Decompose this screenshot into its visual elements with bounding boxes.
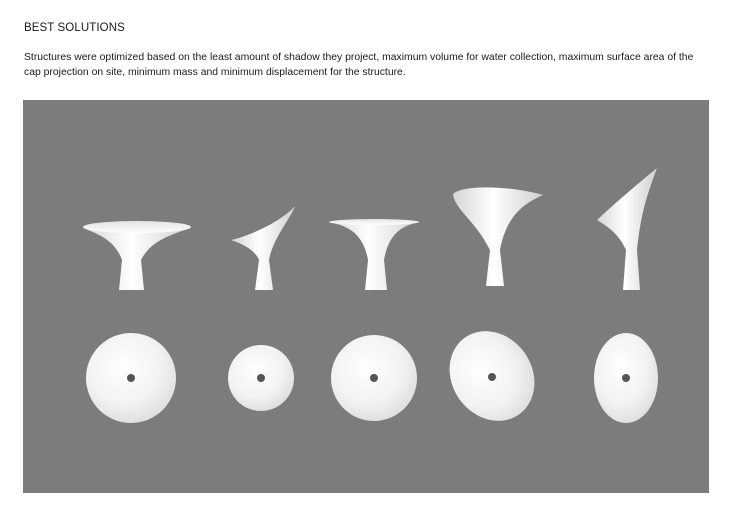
elevation-solution-3: [329, 219, 419, 290]
structures-render: [23, 100, 709, 493]
plan-solution-2: [228, 345, 294, 411]
plan-solution-1: [86, 333, 176, 423]
plan-solution-5: [594, 333, 658, 423]
plan-solution-4: [432, 315, 551, 438]
elevation-solution-5: [597, 168, 657, 290]
description-text: Structures were optimized based on the least amount of shadow they project, maximum volume for water collection, maximum surface area of the cap projection on site, minimum mass and minimum displacement for the structure.: [24, 52, 694, 78]
page-title: BEST SOLUTIONS: [24, 22, 125, 34]
elevation-solution-2: [231, 206, 295, 290]
elevation-solution-4: [453, 187, 543, 286]
render-panel: [23, 100, 709, 493]
plan-solution-3: [331, 335, 417, 421]
elevation-solution-1: [83, 221, 191, 290]
